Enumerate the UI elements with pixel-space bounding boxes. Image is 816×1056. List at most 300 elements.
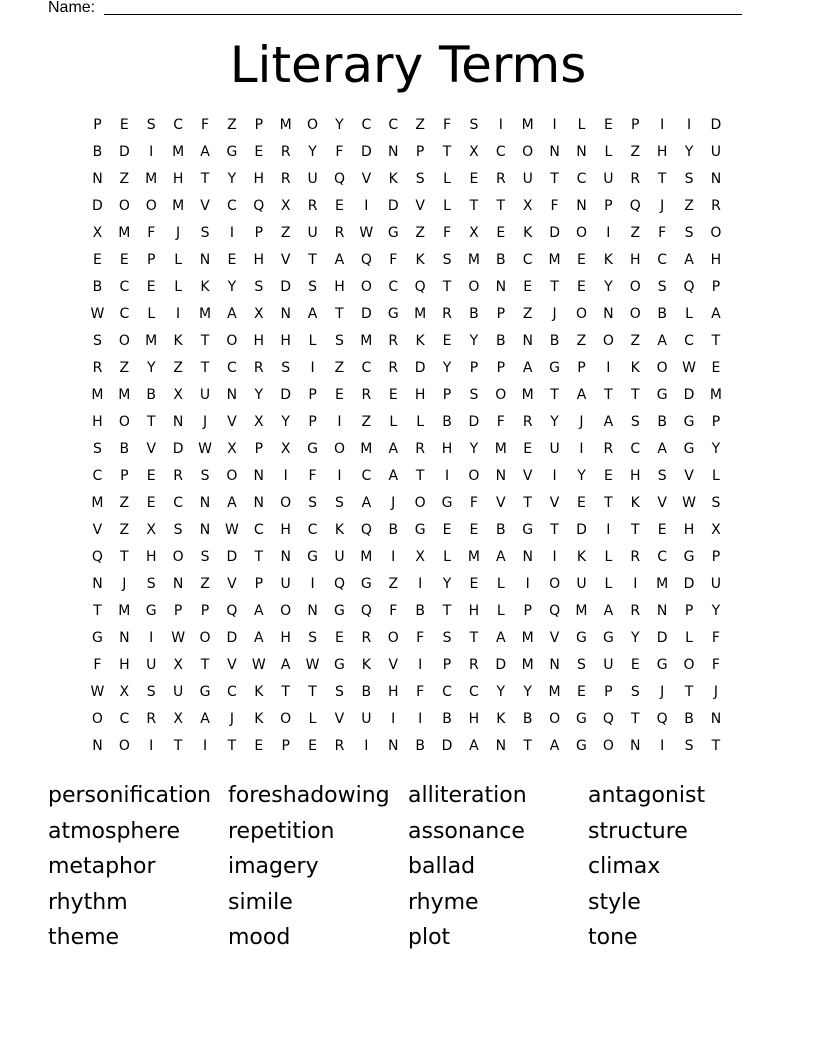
grid-letter[interactable]: X [469,225,479,241]
grid-letter[interactable]: G [656,657,668,673]
grid-letter[interactable]: F [469,495,478,511]
grid-letter[interactable]: A [496,630,506,646]
grid-letter[interactable]: M [467,252,480,268]
grid-letter[interactable]: K [334,522,345,538]
grid-letter[interactable]: N [172,576,184,592]
grid-letter[interactable]: M [548,252,561,268]
grid-letter[interactable]: I [418,657,423,673]
grid-letter[interactable]: G [334,657,345,673]
grid-letter[interactable]: E [577,252,586,268]
grid-letter[interactable]: P [254,117,264,133]
grid-letter[interactable]: C [361,117,372,133]
grid-letter[interactable]: B [119,441,130,457]
grid-letter[interactable]: S [254,279,264,295]
grid-letter[interactable]: V [522,468,533,484]
grid-letter[interactable]: D [549,225,560,241]
grid-letter[interactable]: S [657,468,667,484]
grid-letter[interactable]: Y [711,441,721,457]
grid-letter[interactable]: P [496,306,506,322]
grid-letter[interactable]: Y [227,279,237,295]
grid-letter[interactable]: O [575,306,587,322]
grid-letter[interactable]: E [496,225,506,241]
grid-letter[interactable]: K [415,252,425,268]
grid-letter[interactable]: A [307,306,318,322]
grid-letter[interactable]: Q [656,711,668,727]
grid-letter[interactable]: C [442,684,452,700]
grid-letter[interactable]: H [280,630,291,646]
grid-letter[interactable]: K [496,711,506,727]
grid-letter[interactable]: I [229,225,234,241]
grid-letter[interactable]: X [522,198,533,214]
grid-letter[interactable]: O [495,387,507,403]
grid-letter[interactable]: T [120,549,129,565]
grid-letter[interactable]: O [414,495,426,511]
grid-letter[interactable]: I [310,360,315,376]
grid-letter[interactable]: B [442,711,452,727]
grid-letter[interactable]: R [603,441,614,457]
grid-letter[interactable]: A [200,711,210,727]
grid-letter[interactable]: M [521,117,534,133]
grid-letter[interactable]: C [522,252,533,268]
grid-letter[interactable]: Z [576,333,587,349]
grid-letter[interactable]: S [442,252,452,268]
grid-letter[interactable]: R [469,657,479,673]
grid-letter[interactable]: K [576,549,587,565]
grid-letter[interactable]: X [173,657,183,673]
grid-letter[interactable]: P [711,279,721,295]
grid-letter[interactable]: A [603,603,614,619]
grid-letter[interactable]: B [496,252,506,268]
grid-letter[interactable]: M [172,144,185,160]
grid-letter[interactable]: O [199,630,211,646]
grid-letter[interactable]: L [496,603,505,619]
grid-letter[interactable]: L [174,279,183,295]
grid-letter[interactable]: P [469,360,479,376]
grid-letter[interactable]: N [656,603,668,619]
grid-letter[interactable]: O [629,279,641,295]
grid-letter[interactable]: V [227,657,237,673]
grid-letter[interactable]: P [523,603,532,619]
grid-letter[interactable]: B [415,603,425,619]
grid-letter[interactable]: E [603,117,613,133]
grid-letter[interactable]: I [391,549,396,565]
grid-letter[interactable]: V [549,630,560,646]
grid-letter[interactable]: M [467,549,480,565]
grid-letter[interactable]: O [575,225,587,241]
grid-letter[interactable]: E [146,495,156,511]
grid-letter[interactable]: S [281,360,291,376]
grid-letter[interactable]: S [415,171,425,187]
grid-letter[interactable]: U [549,441,560,457]
grid-letter[interactable]: Z [388,576,399,592]
grid-letter[interactable]: G [226,144,238,160]
grid-letter[interactable]: C [119,279,130,295]
grid-letter[interactable]: H [253,252,265,268]
grid-letter[interactable]: R [630,171,641,187]
grid-letter[interactable]: L [174,252,183,268]
grid-letter[interactable]: Y [604,279,613,295]
grid-letter[interactable]: T [146,414,156,430]
grid-letter[interactable]: S [684,171,694,187]
grid-letter[interactable]: Y [550,414,559,430]
grid-letter[interactable]: P [711,414,721,430]
grid-letter[interactable]: A [388,468,399,484]
grid-letter[interactable]: Q [549,603,561,619]
grid-letter[interactable]: C [388,117,399,133]
grid-letter[interactable]: S [684,738,694,754]
grid-letter[interactable]: R [711,198,721,214]
grid-letter[interactable]: W [171,630,186,646]
grid-letter[interactable]: V [549,495,560,511]
grid-letter[interactable]: N [199,495,211,511]
grid-letter[interactable]: B [92,144,103,160]
grid-letter[interactable]: N [307,603,318,619]
grid-letter[interactable]: I [364,738,369,754]
grid-letter[interactable]: O [468,468,480,484]
grid-letter[interactable]: Y [523,684,532,700]
grid-letter[interactable]: R [334,225,345,241]
grid-letter[interactable]: E [577,684,586,700]
grid-letter[interactable]: Q [333,576,345,592]
grid-letter[interactable]: K [523,225,533,241]
grid-letter[interactable]: S [308,279,318,295]
grid-letter[interactable]: C [173,117,183,133]
grid-letter[interactable]: D [441,738,453,754]
grid-letter[interactable]: H [683,522,695,538]
grid-letter[interactable]: F [93,657,102,673]
grid-letter[interactable]: S [308,495,318,511]
grid-letter[interactable]: C [173,495,183,511]
grid-letter[interactable]: I [660,117,665,133]
grid-letter[interactable]: M [360,333,373,349]
grid-letter[interactable]: W [90,684,105,700]
grid-letter[interactable]: I [176,306,181,322]
grid-letter[interactable]: T [308,684,317,700]
grid-letter[interactable]: T [442,603,452,619]
grid-letter[interactable]: S [93,441,102,457]
grid-letter[interactable]: G [683,414,695,430]
grid-letter[interactable]: K [415,333,425,349]
grid-letter[interactable]: N [226,387,238,403]
grid-letter[interactable]: H [441,441,453,457]
grid-letter[interactable]: F [496,414,505,430]
grid-letter[interactable]: M [575,603,588,619]
grid-letter[interactable]: D [172,441,184,457]
grid-letter[interactable]: K [630,495,640,511]
grid-letter[interactable]: P [442,657,452,673]
grid-letter[interactable]: M [360,549,373,565]
grid-letter[interactable]: L [604,549,613,565]
grid-letter[interactable]: Q [360,522,372,538]
grid-letter[interactable]: T [711,333,721,349]
grid-letter[interactable]: S [308,630,318,646]
grid-letter[interactable]: I [525,576,530,592]
grid-letter[interactable]: Z [630,333,641,349]
grid-letter[interactable]: Q [629,198,641,214]
grid-letter[interactable]: T [550,171,559,187]
grid-letter[interactable]: X [173,387,183,403]
grid-letter[interactable]: K [200,279,210,295]
grid-letter[interactable]: S [146,576,156,592]
grid-letter[interactable]: L [308,711,317,727]
grid-letter[interactable]: Q [414,279,426,295]
grid-letter[interactable]: S [657,279,667,295]
grid-letter[interactable]: E [577,279,586,295]
grid-letter[interactable]: N [576,198,587,214]
grid-letter[interactable]: I [310,576,315,592]
grid-letter[interactable]: B [146,387,157,403]
grid-letter[interactable]: Q [360,252,372,268]
grid-letter[interactable]: M [145,333,158,349]
grid-letter[interactable]: S [630,684,640,700]
grid-letter[interactable]: D [280,387,292,403]
grid-letter[interactable]: X [227,441,237,457]
grid-letter[interactable]: C [119,711,130,727]
grid-letter[interactable]: G [145,603,157,619]
grid-letter[interactable]: Q [360,603,372,619]
grid-letter[interactable]: T [254,549,264,565]
grid-letter[interactable]: M [118,603,131,619]
grid-letter[interactable]: E [603,468,613,484]
grid-letter[interactable]: M [145,171,158,187]
grid-letter[interactable]: W [682,360,696,376]
grid-letter[interactable]: E [227,252,237,268]
grid-letter[interactable]: F [200,117,210,133]
grid-letter[interactable]: N [253,468,265,484]
grid-letter[interactable]: T [173,738,183,754]
grid-letter[interactable]: R [630,603,641,619]
grid-letter[interactable]: O [280,711,292,727]
grid-letter[interactable]: I [337,468,342,484]
grid-letter[interactable]: Z [684,198,694,214]
grid-letter[interactable]: Q [91,549,103,565]
grid-letter[interactable]: N [630,738,641,754]
grid-letter[interactable]: I [418,576,423,592]
grid-letter[interactable]: T [442,279,452,295]
grid-letter[interactable]: G [441,495,453,511]
grid-letter[interactable]: J [579,414,584,430]
grid-letter[interactable]: S [577,657,586,673]
grid-letter[interactable]: H [92,414,103,430]
grid-letter[interactable]: U [522,171,533,187]
grid-letter[interactable]: S [335,333,344,349]
grid-letter[interactable]: T [523,738,532,754]
grid-letter[interactable]: U [576,576,587,592]
grid-letter[interactable]: D [92,198,103,214]
grid-letter[interactable]: M [91,387,104,403]
grid-letter[interactable]: X [253,414,264,430]
grid-letter[interactable]: M [172,198,185,214]
grid-letter[interactable]: S [711,495,721,511]
grid-letter[interactable]: C [388,279,399,295]
grid-letter[interactable]: B [92,279,103,295]
grid-letter[interactable]: I [552,549,557,565]
grid-letter[interactable]: D [387,198,399,214]
grid-letter[interactable]: N [253,495,265,511]
grid-letter[interactable]: O [118,414,130,430]
grid-letter[interactable]: A [334,252,345,268]
grid-letter[interactable]: R [361,630,372,646]
grid-letter[interactable]: Z [630,225,641,241]
grid-letter[interactable]: I [606,360,611,376]
grid-letter[interactable]: R [388,333,399,349]
grid-letter[interactable]: N [495,279,507,295]
grid-letter[interactable]: U [334,549,345,565]
grid-letter[interactable]: N [280,549,291,565]
grid-letter[interactable]: O [91,711,103,727]
grid-letter[interactable]: M [709,387,722,403]
grid-letter[interactable]: D [118,144,130,160]
grid-letter[interactable]: V [684,468,694,484]
grid-letter[interactable]: E [388,387,398,403]
grid-letter[interactable]: K [173,333,183,349]
grid-letter[interactable]: A [200,144,210,160]
grid-letter[interactable]: W [359,225,374,241]
grid-letter[interactable]: R [280,171,291,187]
grid-letter[interactable]: E [146,279,156,295]
grid-letter[interactable]: V [280,252,291,268]
grid-letter[interactable]: G [576,711,587,727]
grid-letter[interactable]: E [469,171,479,187]
grid-letter[interactable]: D [656,630,668,646]
grid-letter[interactable]: K [361,657,371,673]
grid-letter[interactable]: O [602,333,614,349]
grid-letter[interactable]: D [226,549,238,565]
grid-letter[interactable]: E [711,360,721,376]
grid-letter[interactable]: E [469,576,479,592]
grid-letter[interactable]: T [711,738,721,754]
grid-letter[interactable]: N [199,522,211,538]
grid-letter[interactable]: N [603,306,614,322]
grid-letter[interactable]: D [495,657,507,673]
grid-letter[interactable]: O [307,117,319,133]
grid-letter[interactable]: F [389,252,398,268]
grid-letter[interactable]: P [684,603,694,619]
grid-letter[interactable]: I [606,522,611,538]
grid-letter[interactable]: G [683,549,695,565]
grid-letter[interactable]: F [442,117,452,133]
grid-letter[interactable]: U [710,576,722,592]
grid-letter[interactable]: N [119,630,130,646]
grid-letter[interactable]: F [416,684,425,700]
grid-letter[interactable]: B [496,333,506,349]
grid-letter[interactable]: O [522,144,534,160]
grid-letter[interactable]: C [227,360,237,376]
grid-letter[interactable]: T [469,630,479,646]
grid-letter[interactable]: T [523,495,532,511]
grid-letter[interactable]: N [710,171,722,187]
grid-letter[interactable]: N [710,711,722,727]
grid-letter[interactable]: L [712,468,720,484]
grid-letter[interactable]: J [391,495,396,511]
grid-letter[interactable]: D [683,576,695,592]
grid-letter[interactable]: D [360,306,372,322]
grid-letter[interactable]: M [118,387,131,403]
grid-letter[interactable]: G [414,522,426,538]
grid-letter[interactable]: L [416,414,425,430]
grid-letter[interactable]: A [388,441,399,457]
grid-letter[interactable]: B [415,738,425,754]
grid-letter[interactable]: Z [415,225,425,241]
grid-letter[interactable]: B [442,414,452,430]
grid-letter[interactable]: V [361,171,372,187]
grid-letter[interactable]: R [522,414,533,430]
grid-letter[interactable]: W [251,657,266,673]
grid-letter[interactable]: T [227,738,237,754]
grid-letter[interactable]: L [389,414,398,430]
grid-letter[interactable]: P [254,225,264,241]
grid-letter[interactable]: G [307,549,318,565]
grid-letter[interactable]: D [683,387,695,403]
grid-letter[interactable]: A [684,252,694,268]
grid-letter[interactable]: H [334,279,345,295]
grid-letter[interactable]: I [552,117,557,133]
grid-letter[interactable]: C [495,144,506,160]
grid-letter[interactable]: M [414,306,427,322]
grid-letter[interactable]: V [92,522,103,538]
grid-letter[interactable]: S [630,414,640,430]
grid-letter[interactable]: F [147,225,156,241]
grid-letter[interactable]: I [498,117,503,133]
grid-letter[interactable]: T [200,333,210,349]
grid-letter[interactable]: X [92,225,103,241]
grid-letter[interactable]: I [391,711,396,727]
grid-letter[interactable]: R [173,468,183,484]
grid-letter[interactable]: T [469,198,479,214]
grid-letter[interactable]: N [280,306,291,322]
grid-letter[interactable]: T [281,684,290,700]
grid-letter[interactable]: D [226,630,238,646]
grid-letter[interactable]: X [146,522,157,538]
grid-letter[interactable]: J [122,576,127,592]
grid-letter[interactable]: X [173,711,183,727]
grid-letter[interactable]: T [415,468,425,484]
grid-letter[interactable]: K [254,684,264,700]
grid-letter[interactable]: Z [415,117,425,133]
grid-letter[interactable]: M [494,441,507,457]
grid-letter[interactable]: E [523,279,533,295]
grid-letter[interactable]: T [630,387,640,403]
grid-letter[interactable]: I [660,738,665,754]
grid-letter[interactable]: A [657,441,667,457]
grid-letter[interactable]: Z [361,414,372,430]
grid-letter[interactable]: T [93,603,102,619]
grid-letter[interactable]: P [577,360,586,376]
grid-letter[interactable]: H [280,522,291,538]
grid-letter[interactable]: H [629,252,641,268]
grid-letter[interactable]: A [576,387,587,403]
grid-letter[interactable]: I [579,441,584,457]
grid-letter[interactable]: H [253,333,265,349]
grid-letter[interactable]: V [657,495,667,511]
grid-letter[interactable]: Z [522,306,533,322]
grid-letter[interactable]: B [496,522,506,538]
grid-letter[interactable]: C [361,468,372,484]
grid-letter[interactable]: F [442,225,452,241]
grid-letter[interactable]: P [442,387,452,403]
grid-letter[interactable]: A [469,738,479,754]
grid-letter[interactable]: X [711,522,721,538]
grid-letter[interactable]: Q [253,198,265,214]
grid-letter[interactable]: R [630,549,641,565]
grid-letter[interactable]: A [227,495,237,511]
grid-letter[interactable]: H [145,549,157,565]
grid-letter[interactable]: Y [711,603,721,619]
grid-letter[interactable]: Q [602,711,614,727]
grid-letter[interactable]: L [577,117,586,133]
grid-letter[interactable]: X [469,144,479,160]
grid-letter[interactable]: P [415,144,425,160]
